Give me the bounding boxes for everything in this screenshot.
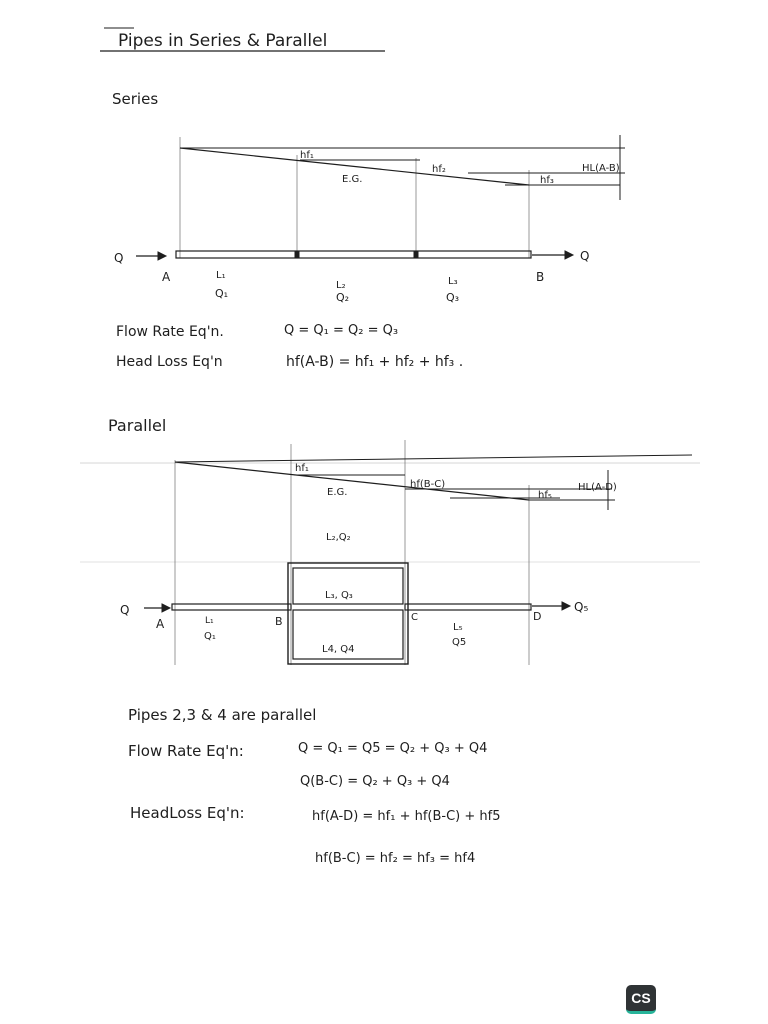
parallel-inflow-arrowhead	[162, 604, 170, 612]
parallel-q-in: Q	[120, 603, 130, 617]
series-q1: Q₁	[215, 287, 229, 300]
parallel-energy-grade-line	[175, 462, 529, 500]
parallel-node-b: B	[275, 615, 283, 628]
series-joint-1	[295, 252, 299, 257]
series-hf2-label: hf₂	[432, 164, 446, 175]
parallel-hf1-label: hf₁	[295, 463, 309, 474]
parallel-pipe-1	[172, 604, 291, 610]
parallel-labels	[120, 463, 617, 655]
series-heading: Series	[112, 90, 159, 108]
series-headloss-eq: hf(A-B) = hf₁ + hf₂ + hf₃ .	[286, 354, 464, 370]
parallel-datum-line	[175, 455, 692, 462]
parallel-l2q2-label: L₂,Q₂	[326, 532, 351, 543]
series-hf1-label: hf₁	[300, 150, 314, 161]
parallel-headloss-label: HeadLoss Eq'n:	[130, 804, 245, 822]
parallel-flow-rate-label: Flow Rate Eq'n:	[128, 742, 244, 760]
parallel-node-a: A	[156, 617, 165, 631]
parallel-flow-rate-eq: Q = Q₁ = Q5 = Q₂ + Q₃ + Q4	[298, 741, 488, 756]
series-l1: L₁	[216, 270, 226, 281]
series-outflow-arrowhead	[565, 251, 573, 259]
parallel-node-d: D	[533, 610, 542, 623]
parallel-hl-label: HL(A-D)	[578, 482, 617, 493]
parallel-l3q3-label: L₃, Q₃	[325, 590, 353, 601]
parallel-q1-label: Q₁	[204, 631, 216, 642]
series-inflow-arrowhead	[158, 252, 166, 260]
series-q2: Q₂	[336, 291, 350, 304]
series-hl-label: HL(A-B)	[582, 163, 620, 174]
series-flow-rate-eq: Q = Q₁ = Q₂ = Q₃	[284, 323, 399, 338]
page-title: Pipes in Series & Parallel	[118, 31, 328, 51]
parallel-diagram	[80, 440, 700, 665]
parallel-eg-label: E.G.	[327, 487, 348, 498]
series-flow-rate-label: Flow Rate Eq'n.	[116, 324, 224, 340]
camscanner-badge: CS	[626, 985, 656, 1014]
parallel-heading: Parallel	[108, 416, 167, 435]
parallel-q5-label: Q5	[452, 637, 467, 648]
series-q-out: Q	[580, 249, 590, 263]
series-q-in: Q	[114, 251, 124, 265]
parallel-flow-rate-eq2: Q(B-C) = Q₂ + Q₃ + Q4	[300, 774, 450, 789]
series-hf3-label: hf₃	[540, 175, 554, 186]
parallel-hfbc-label: hf(B-C)	[410, 479, 446, 490]
series-joint-2	[414, 252, 418, 257]
series-pipe	[176, 251, 531, 258]
parallel-l1-label: L₁	[205, 616, 214, 626]
parallel-headloss-eq2: hf(B-C) = hf₂ = hf₃ = hf4	[315, 851, 476, 866]
series-headloss-label: Head Loss Eq'n	[116, 354, 223, 370]
series-l2: L₂	[336, 280, 346, 291]
parallel-pipe-5	[405, 604, 531, 610]
series-node-b: B	[536, 270, 545, 284]
series-q3: Q₃	[446, 291, 460, 304]
parallel-hf5-label: hf₅	[538, 490, 552, 501]
series-diagram	[136, 135, 625, 260]
parallel-note: Pipes 2,3 & 4 are parallel	[128, 706, 317, 724]
parallel-outflow-arrowhead	[562, 602, 570, 610]
parallel-l4q4-label: L4, Q4	[322, 644, 355, 655]
parallel-node-c: C	[411, 612, 418, 623]
series-l3: L₃	[448, 276, 458, 287]
series-node-a: A	[162, 270, 171, 284]
series-eg-label: E.G.	[342, 174, 363, 185]
parallel-headloss-eq: hf(A-D) = hf₁ + hf(B-C) + hf5	[312, 809, 501, 824]
parallel-q-out: Q₅	[574, 600, 589, 614]
parallel-l5-label: L₅	[453, 622, 463, 633]
